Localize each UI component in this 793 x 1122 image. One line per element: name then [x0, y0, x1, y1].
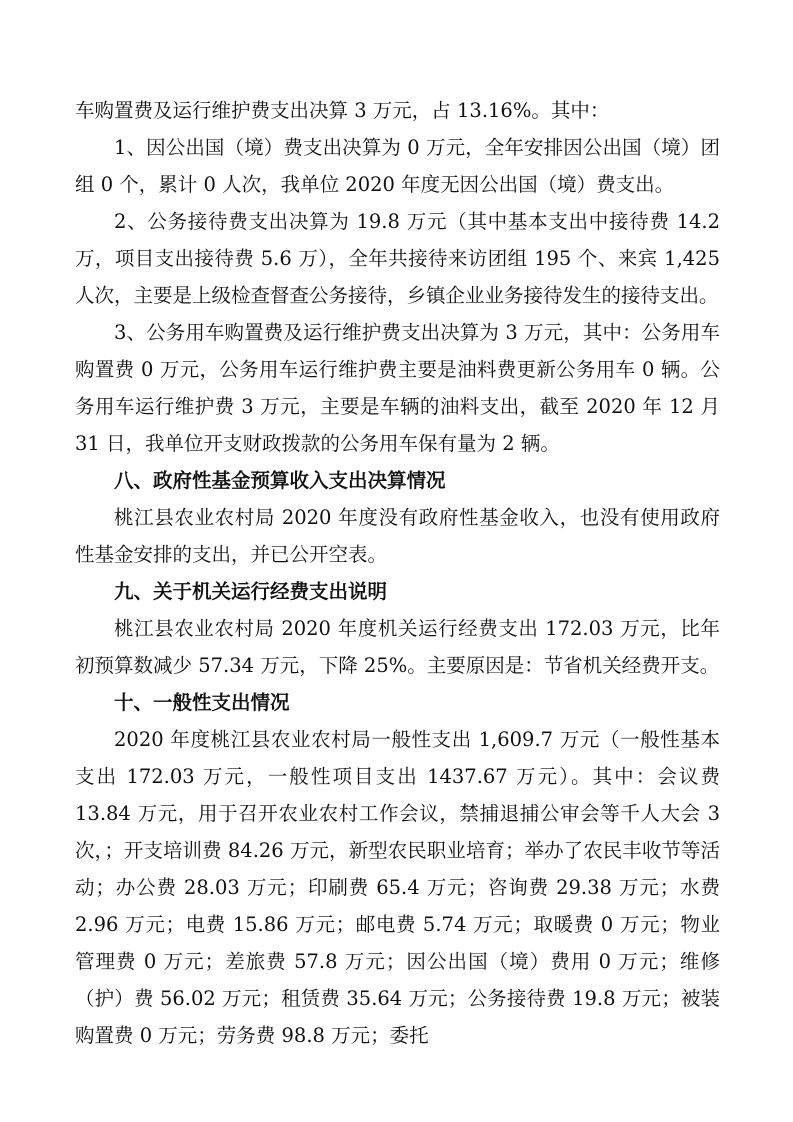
document-page [75, 92, 720, 1054]
paragraph-general-expenditure: 2020 年度桃江县农业农村局一般性支出 1,609.7 万元（一般性基本支出 172.03 万元，一般性项目支出 1437.67 万元）。其中：会议费 13.84 万元，用于召开农业农村工作会议，禁捕退捕公审会等千人大会 3 次，；开支培训费 84.26 万元，新型农民职业培育；举办了农民丰收节等活动；办公费 28.03 万元；印刷费 65.4 万元；咨询费 29.38 万元；水费 2.96 万元；电费 15.86 万元；邮电费 5.74 万元；取暖费 0 万元；物业管理费 0 万元；差旅费 57.8 万元；因公出国（境）费用 0 万元；维修（护）费 56.02 万元；租赁费 35.64 万元；公务接待费 19.8 万元；被装购置费 0 万元；劳务费 98.8 万元；委托 [75, 728, 720, 1047]
paragraph-operating-expenses: 桃江县农业农村局 2020 年度机关运行经费支出 172.03 万元，比年初预算数减少 57.34 万元，下降 25%。主要原因是：节省机关经费开支。 [75, 617, 720, 677]
paragraph-government-fund: 桃江县农业农村局 2020 年度没有政府性基金收入，也没有使用政府性基金安排的支出，并已公开空表。 [75, 506, 720, 566]
paragraph-continuation: 车购置费及运行维护费支出决算 3 万元，占 13.16%。其中： [75, 99, 610, 122]
section-heading-9: 九、关于机关运行经费支出说明 [114, 580, 388, 603]
paragraph-outbound-travel: 1、因公出国（境）费支出决算为 0 万元，全年安排因公出国（境）团组 0 个，累计 0 人次，我单位 2020 年度无因公出国（境）费支出。 [75, 136, 720, 196]
paragraph-official-vehicles: 3、公务用车购置费及运行维护费支出决算为 3 万元，其中：公务用车购置费 0 万元，公务用车运行维护费主要是油料费更新公务用车 0 辆。公务用车运行维护费 3 万元，主要是车辆的油料支出，截至 2020 年 12 月 31 日，我单位开支财政拨款的公务用车保有量为 2 辆。 [75, 321, 720, 455]
section-heading-8: 八、政府性基金预算收入支出决算情况 [114, 469, 446, 492]
paragraph-official-reception: 2、公务接待费支出决算为 19.8 万元（其中基本支出中接待费 14.2 万，项目支出接待费 5.6 万），全年共接待来访团组 195 个、来宾 1,425 人次，主要是上级检查督查公务接待，乡镇企业业务接待发生的接待支出。 [75, 210, 720, 307]
section-heading-10: 十、一般性支出情况 [114, 691, 290, 714]
